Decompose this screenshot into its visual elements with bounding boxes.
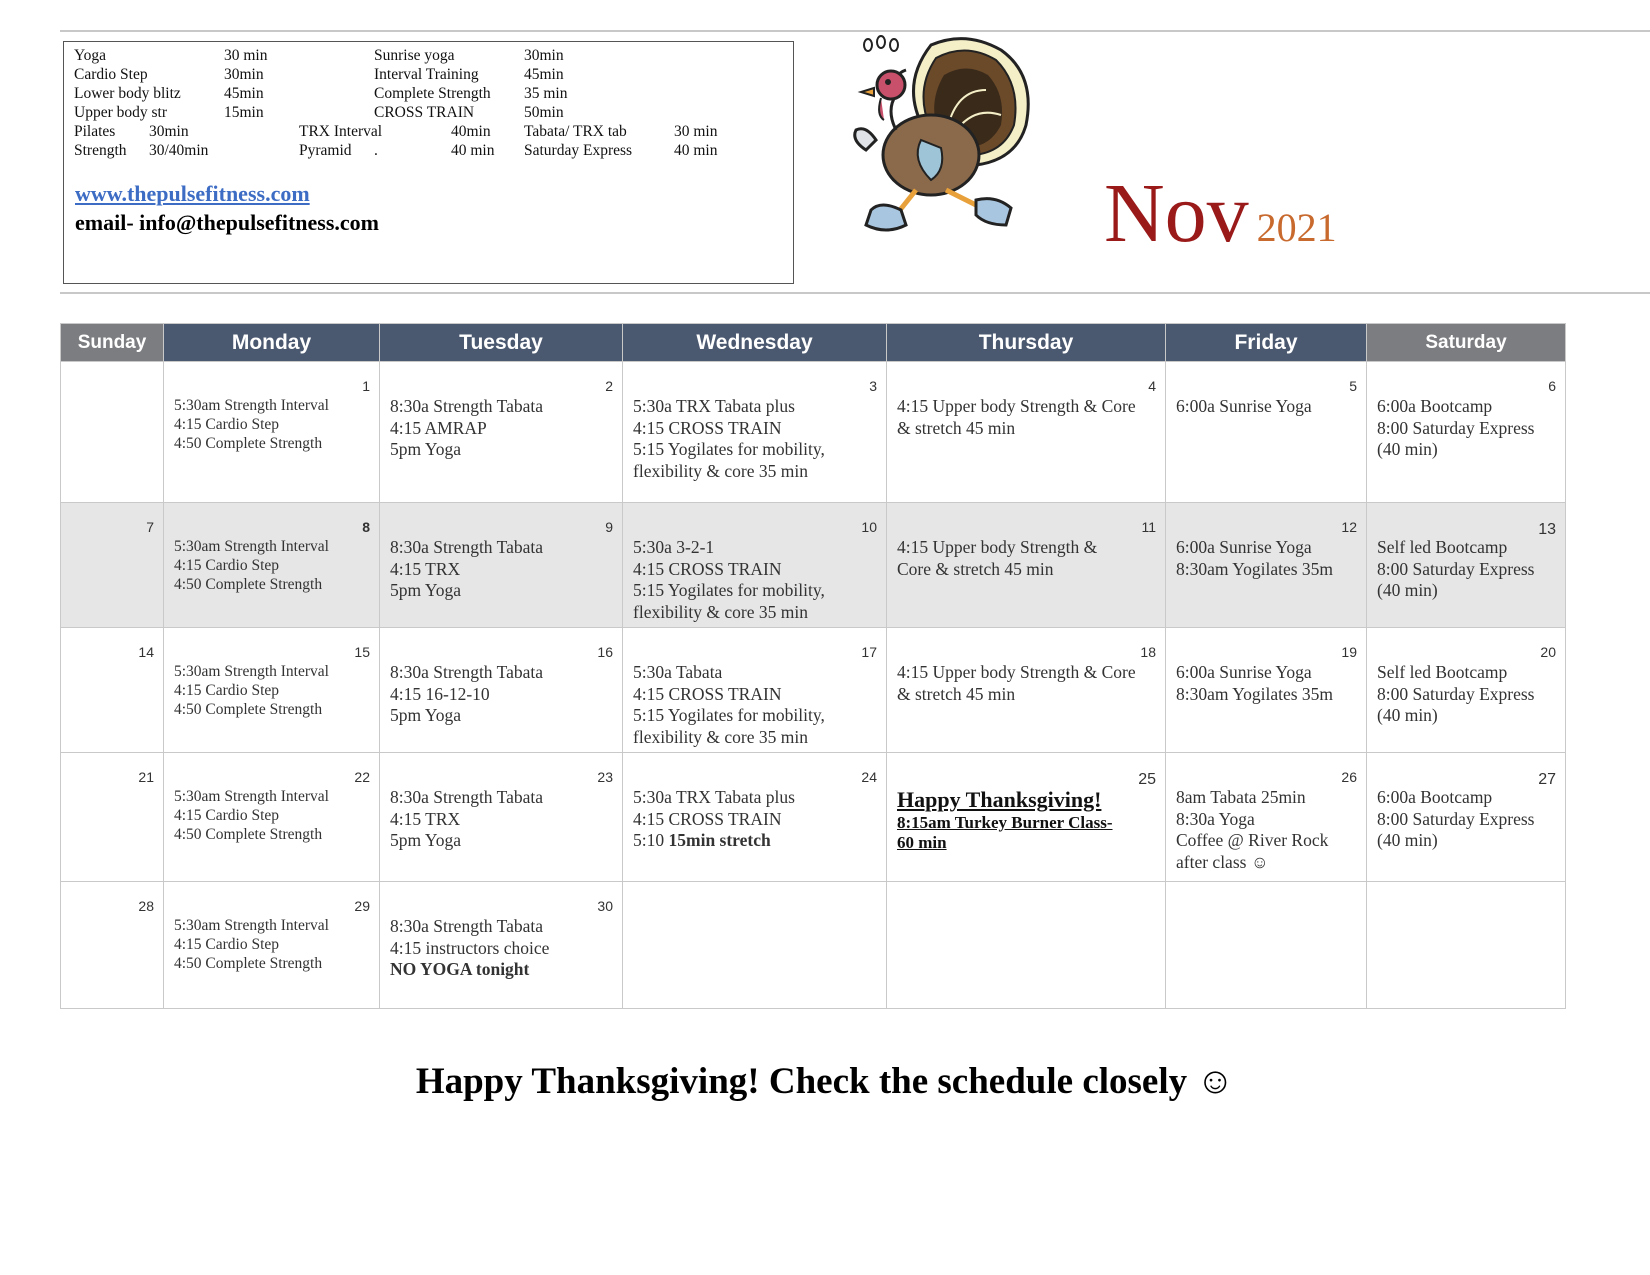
class-name: Pyramid	[299, 142, 352, 159]
class-entry: 4:15 CROSS TRAIN	[633, 808, 782, 829]
class-entry: 5:30a Tabata	[633, 662, 723, 682]
month-name: Nov	[1104, 167, 1249, 260]
day-number: 15	[354, 644, 370, 660]
class-entry: 5:30a 3-2-1	[633, 537, 715, 557]
week-row	[61, 882, 1566, 1009]
week-row	[61, 503, 1566, 628]
class-entry: 8:30a Strength Tabata	[390, 916, 543, 936]
day-number: 9	[605, 519, 613, 535]
day-cell	[1166, 628, 1367, 753]
day-number: 19	[1341, 644, 1357, 660]
class-name: Lower body blitz	[74, 85, 181, 102]
class-entry: 5:30am Strength Interval	[174, 538, 329, 555]
class-entry: 4:15 Upper body Strength & Core	[897, 662, 1136, 682]
class-entry: 6:00a Bootcamp	[1377, 396, 1493, 416]
day-cell	[1367, 503, 1566, 628]
day-cell	[61, 362, 164, 503]
class-duration: 30min	[524, 47, 564, 64]
weekday-header	[61, 324, 1566, 362]
day-number: 3	[869, 378, 877, 394]
class-duration: 50min	[524, 104, 564, 121]
class-entry: flexibility & core 35 min	[633, 601, 808, 622]
class-info-box	[63, 41, 794, 284]
day-cell	[1166, 753, 1367, 882]
class-entry: 8:00 Saturday Express	[1377, 558, 1535, 579]
class-entry: (40 min)	[1377, 439, 1438, 459]
class-entry: 4:15 TRX	[390, 558, 461, 579]
day-number: 7	[146, 519, 154, 535]
class-entry: Coffee @ River Rock	[1176, 830, 1329, 850]
weekday-sunday: Sunday	[61, 324, 164, 362]
day-cell	[380, 503, 623, 628]
day-number: 17	[861, 644, 877, 660]
week-row	[61, 753, 1566, 882]
class-duration: 15min	[224, 104, 264, 121]
day-cell	[887, 753, 1166, 882]
class-entry: 8:30a Strength Tabata	[390, 396, 543, 416]
class-entry: 5:30a TRX Tabata plus	[633, 787, 795, 807]
day-cell	[623, 503, 887, 628]
day-number: 12	[1341, 519, 1357, 535]
day-number: 16	[597, 644, 613, 660]
class-row	[74, 141, 783, 160]
class-entry: 4:15 AMRAP	[390, 417, 487, 438]
class-entry: 6:00a Sunrise Yoga	[1176, 662, 1312, 682]
month-title	[1104, 165, 1337, 262]
class-entry: 5:15 Yogilates for mobility,	[633, 439, 825, 459]
class-entry: 5:15 Yogilates for mobility,	[633, 705, 825, 725]
class-entry: 8:30a Strength Tabata	[390, 537, 543, 557]
class-duration: 40min	[451, 123, 491, 140]
class-entry: 8:30am Yogilates 35m	[1176, 558, 1334, 579]
class-entry: Core & stretch 45 min	[897, 558, 1054, 579]
day-number: 29	[354, 898, 370, 914]
class-entry: 5pm Yoga	[390, 580, 461, 600]
class-duration: 35 min	[524, 85, 568, 102]
day-number: 11	[1141, 519, 1156, 535]
class-entry: 4:15 TRX	[390, 808, 461, 829]
class-entry: 8:30a Strength Tabata	[390, 662, 543, 682]
class-entry: 4:15 CROSS TRAIN	[633, 558, 782, 579]
weekday-friday: Friday	[1166, 324, 1367, 362]
class-entry: 4:15 Upper body Strength & Core	[897, 396, 1136, 416]
week-row	[61, 628, 1566, 753]
day-cell	[61, 753, 164, 882]
class-duration: 40 min	[674, 142, 718, 159]
class-row	[74, 84, 783, 103]
day-number: 6	[1548, 378, 1556, 394]
day-cell	[61, 882, 164, 1009]
class-entry: 5:30am Strength Interval	[174, 788, 329, 805]
day-cell	[623, 882, 887, 1009]
class-entry: 8:00 Saturday Express	[1377, 808, 1535, 829]
day-number: 5	[1349, 378, 1357, 394]
class-duration: 30 min	[224, 47, 268, 64]
day-number: 21	[138, 769, 154, 785]
class-name: Complete Strength	[374, 85, 491, 102]
day-cell	[164, 628, 380, 753]
class-duration: 45min	[524, 66, 564, 83]
class-name: Interval Training	[374, 66, 479, 83]
day-number: 18	[1140, 644, 1156, 660]
class-name: Yoga	[74, 47, 107, 64]
day-cell	[1367, 753, 1566, 882]
class-name: Saturday Express	[524, 142, 633, 159]
weekday-wednesday: Wednesday	[623, 324, 887, 362]
class-name: Cardio Step	[74, 66, 148, 83]
class-entry: Self led Bootcamp	[1377, 537, 1508, 557]
class-entry: 4:15 Upper body Strength &	[897, 537, 1098, 557]
weekday-thursday: Thursday	[887, 324, 1166, 362]
day-number: 14	[138, 644, 154, 660]
special-class-line: 8:15am Turkey Burner Class-	[897, 813, 1113, 832]
day-cell	[380, 362, 623, 503]
class-entry: 4:15 Cardio Step	[174, 557, 280, 574]
class-entry: 4:15 CROSS TRAIN	[633, 683, 782, 704]
class-name: TRX Interval	[299, 123, 383, 140]
class-duration: 45min	[224, 85, 264, 102]
class-entry: flexibility & core 35 min	[633, 726, 808, 747]
year: 2021	[1256, 205, 1337, 250]
holiday-heading: Happy Thanksgiving!	[897, 787, 1102, 812]
calendar-grid	[60, 323, 1566, 1009]
class-name: Tabata/ TRX tab	[524, 123, 627, 140]
class-duration: 40 min	[451, 142, 495, 159]
class-entry: 6:00a Bootcamp	[1377, 787, 1493, 807]
class-entry: 8:00 Saturday Express	[1377, 417, 1535, 438]
day-number: 13	[1538, 521, 1556, 538]
day-number: 2	[605, 378, 613, 394]
day-number: 1	[362, 378, 370, 394]
special-class-line: 60 min	[897, 833, 947, 852]
class-entry: 8:30a Yoga	[1176, 808, 1255, 829]
day-number: 10	[861, 519, 877, 535]
footer-message: Happy Thanksgiving! Check the schedule closely ☺	[415, 1061, 1235, 1102]
day-cell	[380, 628, 623, 753]
day-cell	[164, 503, 380, 628]
contact-email: email- info@thepulsefitness.com	[75, 210, 379, 235]
class-entry: 4:15 Cardio Step	[174, 807, 280, 824]
class-entry: (40 min)	[1377, 580, 1438, 600]
day-cell	[1166, 503, 1367, 628]
day-cell	[380, 753, 623, 882]
class-name: Sunrise yoga	[374, 47, 455, 64]
class-entry: 4:50 Complete Strength	[174, 576, 323, 593]
class-entry: 5:30a TRX Tabata plus	[633, 396, 795, 416]
day-number: 20	[1540, 644, 1556, 660]
notice-entry: NO YOGA tonight	[390, 959, 530, 979]
class-entry: 4:50 Complete Strength	[174, 955, 323, 972]
class-entry: 6:00a Sunrise Yoga	[1176, 537, 1312, 557]
day-number: 8	[362, 519, 370, 535]
day-number: 26	[1341, 769, 1357, 785]
weekday-tuesday: Tuesday	[380, 324, 623, 362]
class-name: CROSS TRAIN	[374, 104, 475, 121]
calendar-body	[61, 362, 1566, 1009]
class-name: Upper body str	[74, 104, 167, 121]
day-cell	[887, 503, 1166, 628]
class-name: Strength	[74, 142, 127, 159]
day-cell	[1367, 628, 1566, 753]
weekday-saturday: Saturday	[1367, 324, 1566, 362]
class-entry: & stretch 45 min	[897, 417, 1016, 438]
class-entry: 4:15 Cardio Step	[174, 936, 280, 953]
day-cell	[380, 882, 623, 1009]
class-duration: 30/40min	[149, 142, 209, 159]
day-number: 27	[1538, 771, 1556, 788]
class-row	[74, 46, 783, 65]
class-entry	[633, 830, 878, 852]
day-number: 24	[861, 769, 877, 785]
day-number: 22	[354, 769, 370, 785]
class-entry: & stretch 45 min	[897, 683, 1016, 704]
class-entry: 6:00a Sunrise Yoga	[1176, 396, 1312, 416]
class-entry: after class ☺	[1176, 851, 1269, 872]
day-cell	[164, 882, 380, 1009]
class-entry: 5pm Yoga	[390, 439, 461, 459]
day-cell	[61, 503, 164, 628]
class-duration: 30min	[224, 66, 264, 83]
class-entry: 8am Tabata 25min	[1176, 787, 1306, 807]
class-entry: (40 min)	[1377, 705, 1438, 725]
class-entry: 5:30am Strength Interval	[174, 663, 329, 680]
class-entry: flexibility & core 35 min	[633, 460, 808, 481]
day-cell	[623, 628, 887, 753]
running-turkey-illustration	[836, 30, 1036, 240]
class-entry: 5:30am Strength Interval	[174, 397, 329, 414]
class-entry: 8:30am Yogilates 35m	[1176, 683, 1334, 704]
day-cell	[164, 362, 380, 503]
day-cell	[623, 362, 887, 503]
class-row	[74, 65, 783, 84]
class-row	[74, 122, 783, 141]
class-entry: 8:00 Saturday Express	[1377, 683, 1535, 704]
day-cell	[61, 628, 164, 753]
class-time: 5:10	[633, 830, 669, 850]
class-entry: 4:15 16-12-10	[390, 683, 490, 704]
class-entry: 4:15 Cardio Step	[174, 416, 280, 433]
day-cell	[1367, 882, 1566, 1009]
class-entry: 5:30am Strength Interval	[174, 917, 329, 934]
class-entry: (40 min)	[1377, 830, 1438, 850]
class-entry: 4:50 Complete Strength	[174, 701, 323, 718]
class-name-bold: 15min stretch	[668, 830, 771, 850]
class-name: Pilates	[74, 123, 116, 140]
class-entry: 5pm Yoga	[390, 705, 461, 725]
class-duration: 30min	[149, 123, 189, 140]
class-entry: 4:50 Complete Strength	[174, 435, 323, 452]
class-entry: 5pm Yoga	[390, 830, 461, 850]
day-cell	[1166, 362, 1367, 503]
header-divider	[60, 292, 1650, 294]
day-number: 30	[597, 898, 613, 914]
sweat-drops	[864, 36, 898, 51]
class-entry: 4:15 CROSS TRAIN	[633, 417, 782, 438]
day-number: 4	[1148, 378, 1156, 394]
day-cell	[164, 753, 380, 882]
class-row	[74, 103, 783, 122]
weekday-monday: Monday	[164, 324, 380, 362]
day-number: 25	[1138, 771, 1156, 788]
day-cell	[887, 628, 1166, 753]
class-entry: 5:15 Yogilates for mobility,	[633, 580, 825, 600]
day-cell	[1367, 362, 1566, 503]
day-cell	[887, 362, 1166, 503]
class-entry: Self led Bootcamp	[1377, 662, 1508, 682]
class-entry: 4:15 instructors choice	[390, 937, 550, 958]
class-entry: 4:50 Complete Strength	[174, 826, 323, 843]
class-duration: 30 min	[674, 123, 718, 140]
day-cell	[887, 882, 1166, 1009]
class-entry: 4:15 Cardio Step	[174, 682, 280, 699]
day-cell	[623, 753, 887, 882]
day-cell	[1166, 882, 1367, 1009]
week-row	[61, 362, 1566, 503]
website-link[interactable]: www.thepulsefitness.com	[75, 181, 310, 206]
class-entry: 8:30a Strength Tabata	[390, 787, 543, 807]
day-number: 23	[597, 769, 613, 785]
day-number: 28	[138, 898, 154, 914]
class-separator: .	[374, 142, 378, 159]
